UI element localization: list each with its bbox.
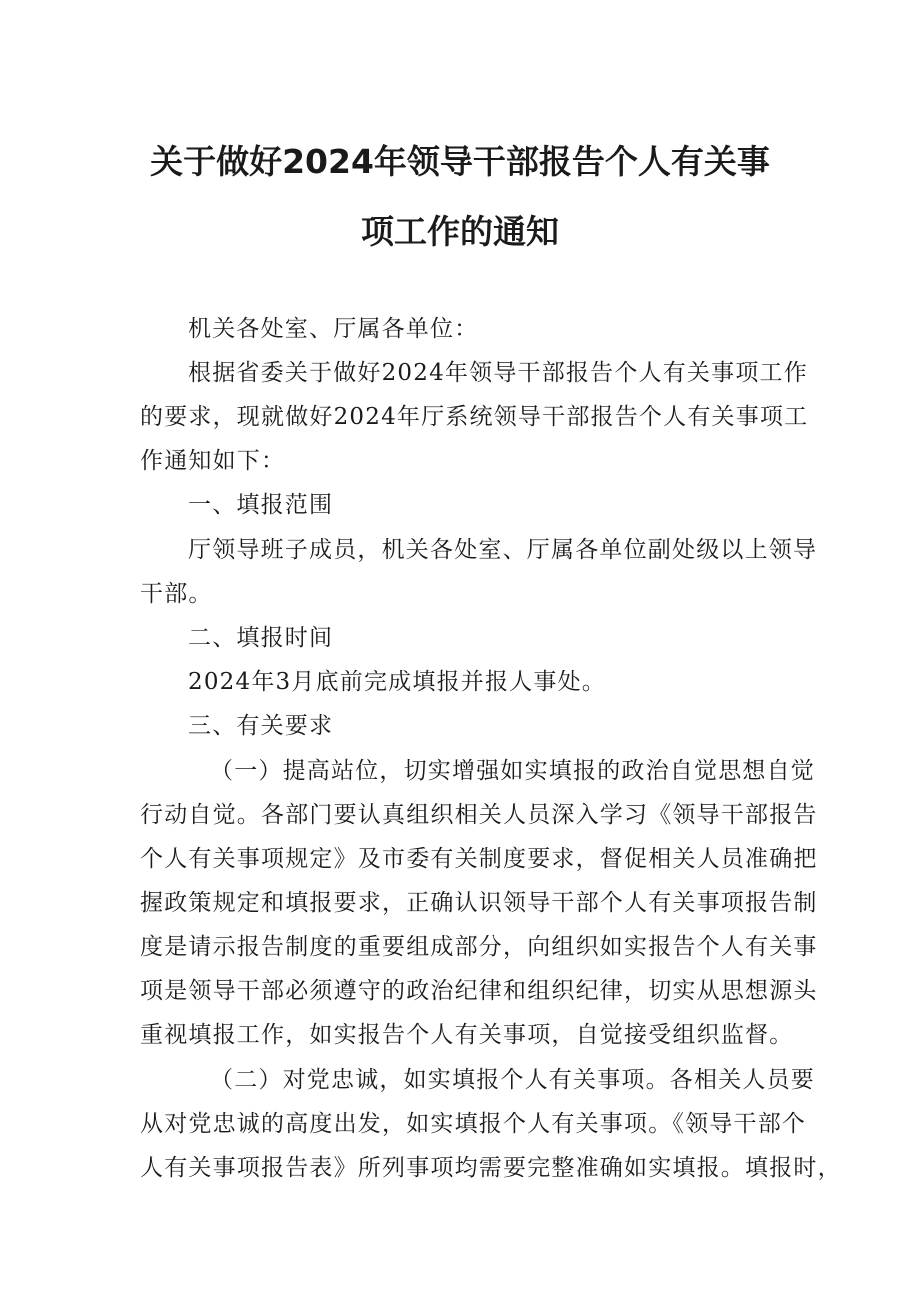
item-1-line: 重视填报工作，如实报告个人有关事项，自觉接受组织监督。 <box>140 1022 794 1048</box>
salutation: 机关各处室、厅属各单位： <box>188 316 479 342</box>
section-3-heading: 三、有关要求 <box>188 713 334 739</box>
section-1-heading: 一、填报范围 <box>188 492 334 518</box>
item-1-line: 度是请示报告制度的重要组成部分，向组织如实报告个人有关事 <box>140 934 818 960</box>
item-2-line: 从对党忠诚的高度出发，如实填报个人有关事项。《领导干部个 <box>140 1111 807 1137</box>
section-1-body-line: 厅领导班子成员，机关各处室、厅属各单位副处级以上领导 <box>188 537 818 563</box>
document-title-line-2: 项工作的通知 <box>361 212 559 251</box>
item-1-line: （一）提高站位，切实增强如实填报的政治自觉思想自觉 <box>210 758 815 784</box>
intro-line: 根据省委关于做好2024年领导干部报告个人有关事项工作 <box>188 360 808 386</box>
intro-line: 作通知如下： <box>140 448 286 474</box>
section-2-heading: 二、填报时间 <box>188 625 334 651</box>
document-title-line-1: 关于做好2024年领导干部报告个人有关事 <box>150 142 770 181</box>
item-1-line: 行动自觉。各部门要认真组织相关人员深入学习《领导干部报告 <box>140 802 818 828</box>
item-1-line: 握政策规定和填报要求，正确认识领导干部个人有关事项报告制 <box>140 890 818 916</box>
item-1-line: 个人有关事项规定》及市委有关制度要求，督促相关人员准确把 <box>140 846 818 872</box>
item-1-line: 项是领导干部必须遵守的政治纪律和组织纪律，切实从思想源头 <box>140 978 818 1004</box>
intro-line: 的要求，现就做好2024年厅系统领导干部报告个人有关事项工 <box>140 404 809 430</box>
section-2-body: 2024年3月底前完成填报并报人事处。 <box>188 669 606 695</box>
item-2-line: 人有关事项报告表》所列事项均需要完整准确如实填报。填报时， <box>140 1155 842 1181</box>
item-2-line: （二）对党忠诚，如实填报个人有关事项。各相关人员要 <box>210 1067 815 1093</box>
section-1-body-line: 干部。 <box>140 581 213 607</box>
